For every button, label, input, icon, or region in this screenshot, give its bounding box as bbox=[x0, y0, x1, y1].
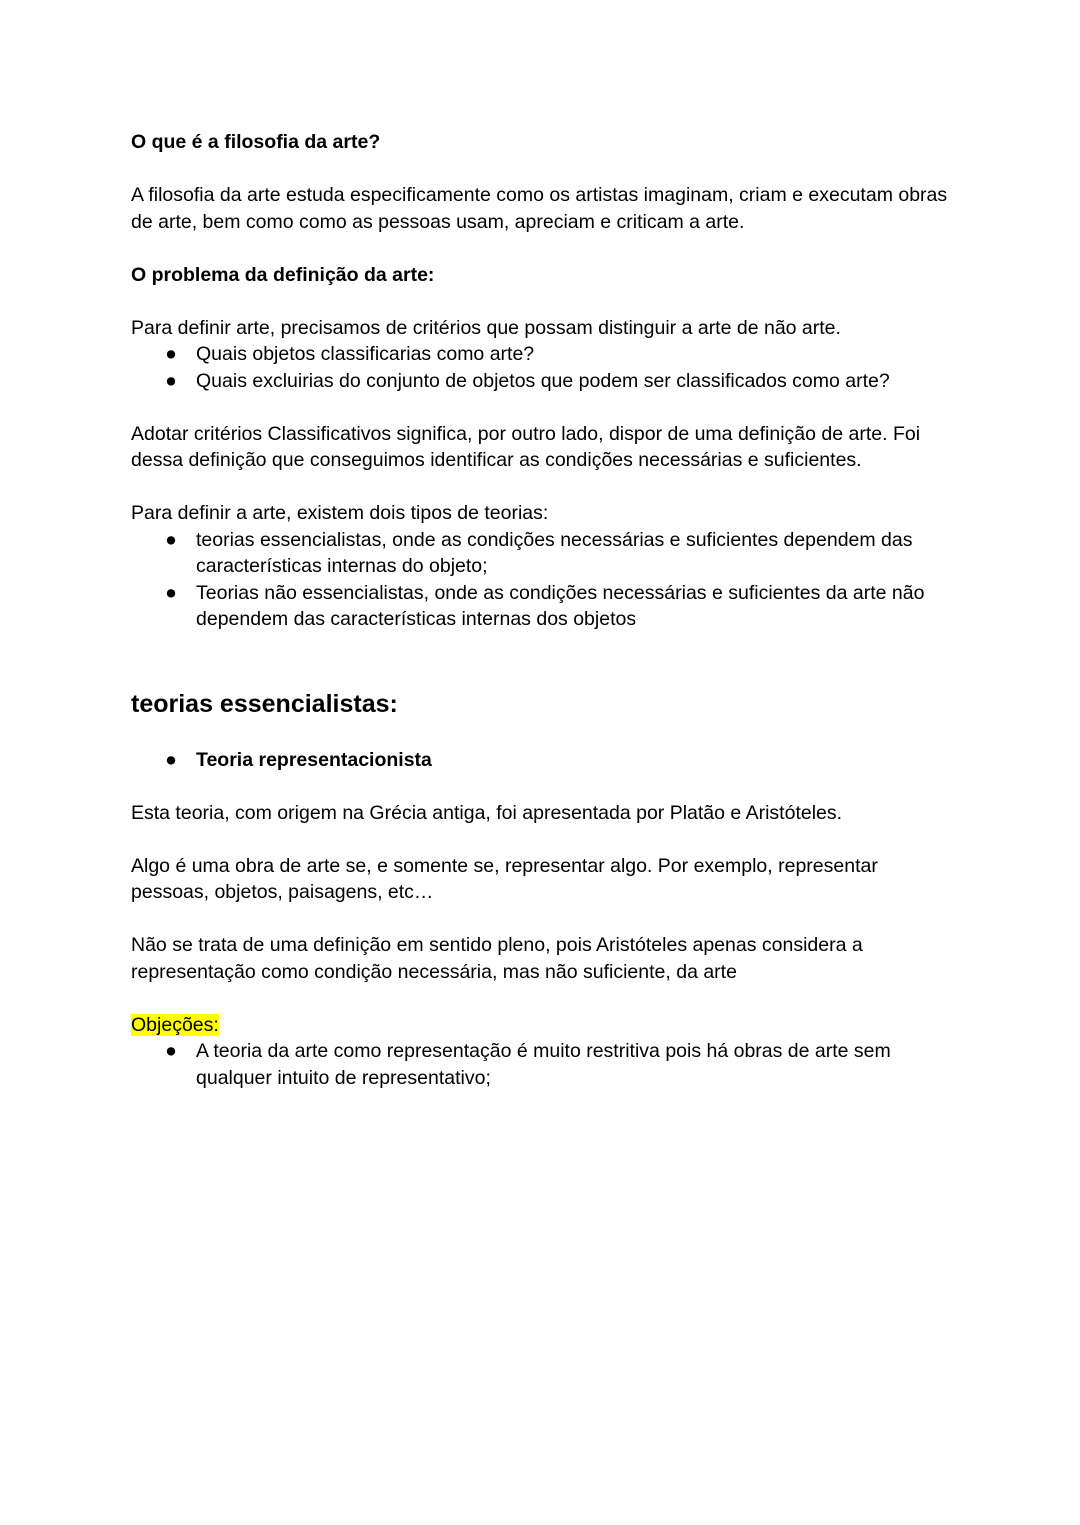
subtheory-title: Teoria representacionista bbox=[196, 748, 432, 771]
theories-intro-paragraph: Para definir a arte, existem dois tipos de teorias: bbox=[131, 502, 549, 524]
bullet-icon: ● bbox=[165, 528, 177, 551]
list-item bbox=[131, 1038, 961, 1091]
subtheory-bullet-list bbox=[131, 747, 961, 774]
problem-intro-paragraph: Para definir arte, precisamos de critérios que possam distinguir a arte de não arte. bbox=[131, 316, 841, 339]
theories-bullet-list bbox=[131, 527, 961, 633]
bullet-icon: ● bbox=[165, 581, 177, 604]
bullet-icon: ● bbox=[165, 343, 177, 365]
problem-heading: O problema da definição da arte: bbox=[131, 263, 435, 286]
definition-paragraph: A filosofia da arte estuda especificamente como os artistas imaginam, criam e executam obras de arte, bem como como as pessoas usam, apreciam e criticam a arte. bbox=[131, 184, 948, 233]
objections-label: Objeções: bbox=[131, 1013, 219, 1036]
list-item bbox=[131, 527, 961, 580]
criteria-paragraph: Adotar critérios Classificativos significa, por outro lado, dispor de uma definição de arte. Foi dessa definição que conseguimos identificar as condições necessárias e suficientes. bbox=[131, 422, 921, 471]
list-item-text: Quais excluirias do conjunto de objetos que podem ser classificados como arte? bbox=[196, 369, 890, 392]
representation-definition-paragraph: Algo é uma obra de arte se, e somente se, representar algo. Por exemplo, representar pessoas, objetos, paisagens, etc… bbox=[131, 854, 878, 903]
section-heading: teorias essencialistas: bbox=[131, 689, 398, 718]
document-page bbox=[131, 129, 961, 1091]
question-heading: O que é a filosofia da arte? bbox=[131, 131, 381, 153]
list-item-text: Teorias não essencialistas, onde as condições necessárias e suficientes da arte não dependem das características internas dos objetos bbox=[196, 581, 925, 630]
bullet-icon: ● bbox=[165, 369, 177, 392]
list-item-text: A teoria da arte como representação é muito restritiva pois há obras de arte sem qualquer intuito de representativo; bbox=[196, 1040, 891, 1089]
list-item-text: Quais objetos classificarias como arte? bbox=[196, 343, 535, 365]
bullet-icon: ● bbox=[165, 1040, 177, 1062]
list-item bbox=[131, 341, 961, 368]
list-item bbox=[131, 368, 961, 395]
bullet-icon: ● bbox=[165, 748, 177, 771]
aristotle-paragraph: Não se trata de uma definição em sentido pleno, pois Aristóteles apenas considera a representação como condição necessária, mas não suficiente, da arte bbox=[131, 934, 863, 983]
list-item-text: teorias essencialistas, onde as condições necessárias e suficientes dependem das características internas do objeto; bbox=[196, 528, 913, 577]
list-item bbox=[131, 580, 961, 633]
objections-bullet-list bbox=[131, 1038, 961, 1091]
problem-bullet-list bbox=[131, 341, 961, 394]
origin-paragraph: Esta teoria, com origem na Grécia antiga, foi apresentada por Platão e Aristóteles. bbox=[131, 801, 843, 824]
list-item bbox=[131, 747, 961, 774]
objections-heading-line bbox=[131, 1012, 961, 1039]
